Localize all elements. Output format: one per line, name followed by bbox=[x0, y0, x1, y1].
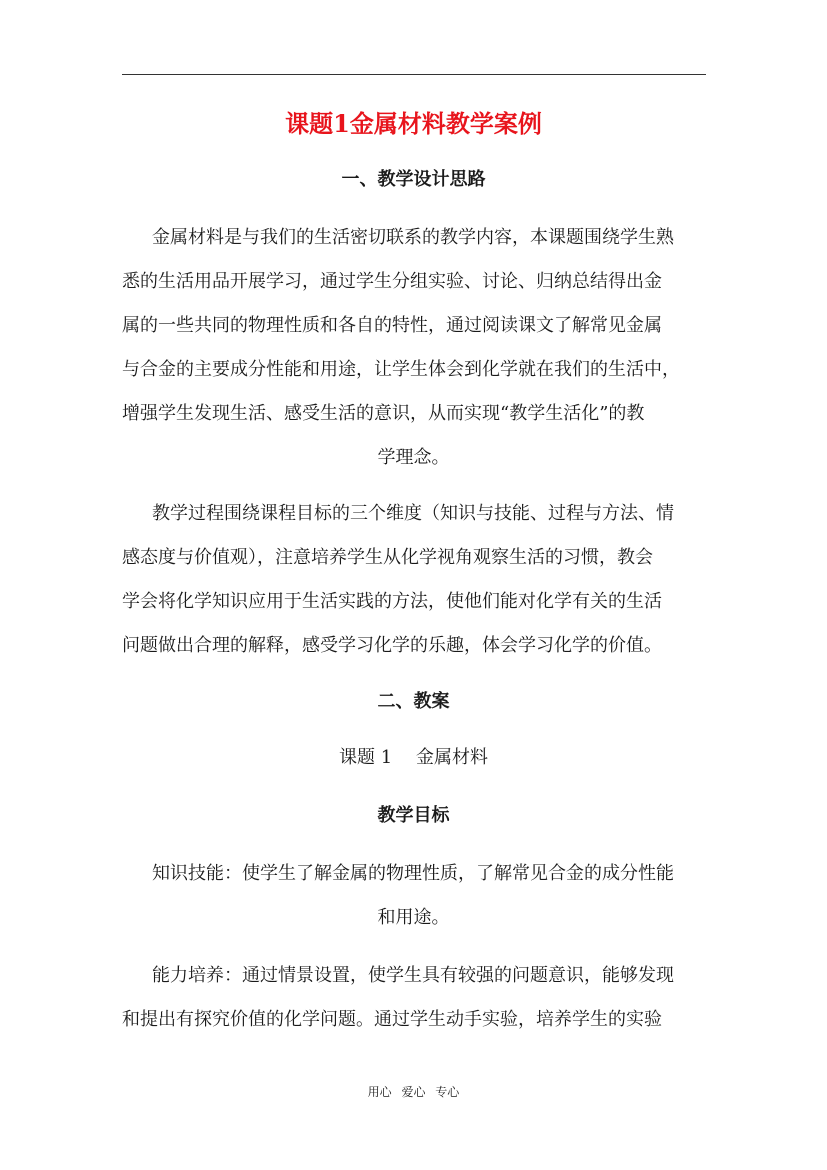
paragraph-line: 能力培养：通过情景设置，使学生具有较强的问题意识，能够发现 bbox=[152, 965, 674, 986]
document-title: 课题1金属材料教学案例 bbox=[285, 109, 542, 138]
paragraph-line: 属的一些共同的物理性质和各自的特性，通过阅读课文了解常见金属 bbox=[122, 315, 662, 336]
paragraph-line: 教学过程围绕课程目标的三个维度（知识与技能、过程与方法、情 bbox=[152, 503, 674, 524]
section-heading-lesson-plan: 二、教案 bbox=[377, 691, 450, 712]
paragraph-line: 和用途。 bbox=[377, 907, 450, 928]
paragraph-line: 学会将化学知识应用于生活实践的方法，使他们能对化学有关的生活 bbox=[122, 591, 662, 612]
paragraph-line: 悉的生活用品开展学习，通过学生分组实验、讨论、归纳总结得出金 bbox=[122, 271, 662, 292]
paragraph-line: 感态度与价值观），注意培养学生从化学视角观察生活的习惯，教会 bbox=[122, 547, 653, 568]
page-footer: 用心 爱心 专心 bbox=[367, 1085, 460, 1099]
paragraph-line: 与合金的主要成分性能和用途，让学生体会到化学就在我们的生活中， bbox=[122, 359, 680, 380]
lesson-title: 课题 1 金属材料 bbox=[339, 747, 488, 768]
paragraph-line: 知识技能：使学生了解金属的物理性质，了解常见合金的成分性能 bbox=[152, 863, 674, 884]
paragraph-line: 金属材料是与我们的生活密切联系的教学内容，本课题围绕学生熟 bbox=[152, 227, 674, 248]
goals-heading: 教学目标 bbox=[377, 805, 450, 826]
header-rule bbox=[122, 74, 706, 75]
paragraph-line: 学理念。 bbox=[377, 447, 450, 468]
paragraph-line: 和提出有探究价值的化学问题。通过学生动手实验，培养学生的实验 bbox=[122, 1009, 662, 1030]
paragraph-line: 增强学生发现生活、感受生活的意识，从而实现“教学生活化”的教 bbox=[122, 403, 645, 424]
paragraph-line: 问题做出合理的解释，感受学习化学的乐趣，体会学习化学的价值。 bbox=[122, 635, 662, 656]
section-heading-design: 一、教学设计思路 bbox=[341, 169, 486, 190]
